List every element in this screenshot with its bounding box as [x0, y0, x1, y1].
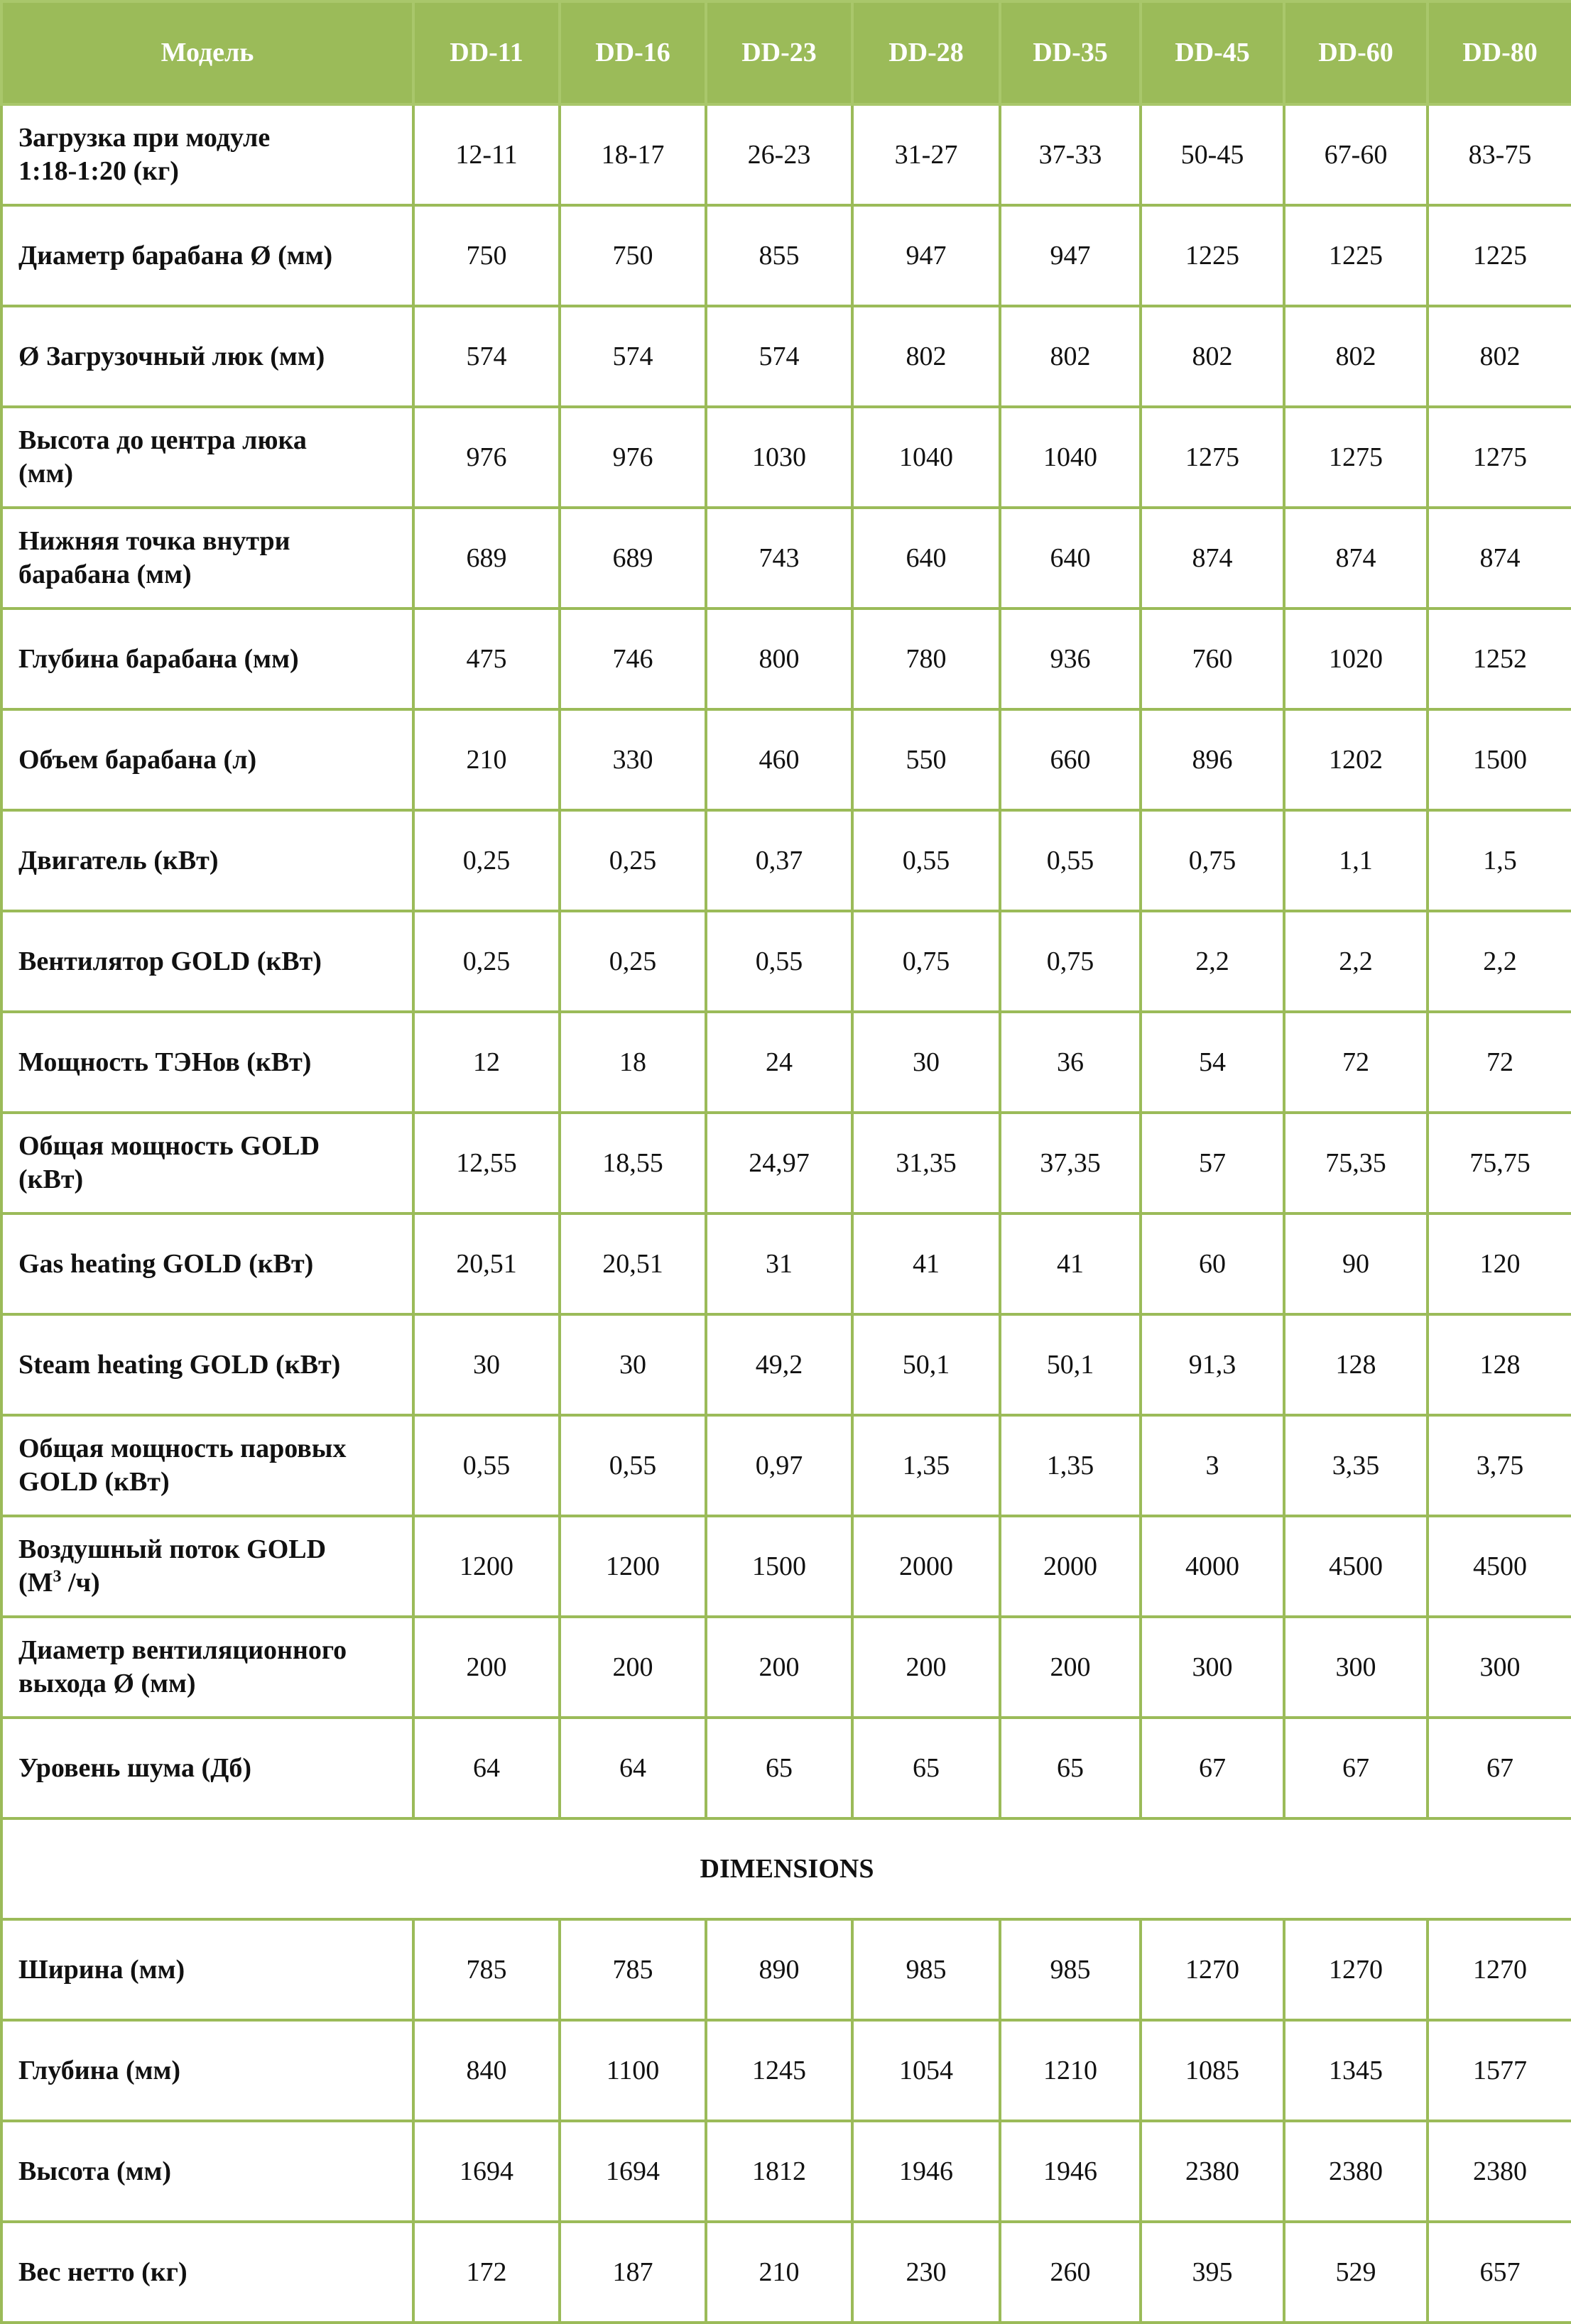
cell-value: 3 [1141, 1415, 1284, 1516]
cell-value: 12,55 [413, 1113, 560, 1213]
cell-value: 1275 [1428, 407, 1571, 508]
cell-value: 802 [1141, 306, 1284, 407]
table-row [1, 609, 1571, 709]
cell-value: 475 [413, 609, 560, 709]
cell-value: 750 [560, 205, 706, 306]
cell-value: 65 [706, 1718, 852, 1818]
cell-value: 1225 [1428, 205, 1571, 306]
cell-value: 800 [706, 609, 852, 709]
row-label [1, 1617, 413, 1718]
cell-value: 574 [413, 306, 560, 407]
row-label [1, 1516, 413, 1617]
cell-value: 260 [1000, 2222, 1141, 2323]
cell-value: 1500 [706, 1516, 852, 1617]
cell-value: 49,2 [706, 1314, 852, 1415]
cell-value: 67 [1284, 1718, 1428, 1818]
cell-value: 18,55 [560, 1113, 706, 1213]
cell-value: 2,2 [1428, 911, 1571, 1012]
cell-value: 200 [413, 1617, 560, 1718]
cell-value: 1,5 [1428, 810, 1571, 911]
row-label-line: Ширина (мм) [18, 1954, 185, 1985]
cell-value: 65 [852, 1718, 1000, 1818]
cell-value: 83-75 [1428, 104, 1571, 205]
cell-value: 976 [560, 407, 706, 508]
row-label-line: Двигатель (кВт) [18, 845, 219, 875]
cell-value: 1270 [1284, 1919, 1428, 2020]
row-label-line: (кВт) [18, 1164, 84, 1194]
cell-value: 0,55 [560, 1415, 706, 1516]
cell-value: 30 [413, 1314, 560, 1415]
row-label [1, 911, 413, 1012]
cell-value: 72 [1428, 1012, 1571, 1113]
cell-value: 1275 [1284, 407, 1428, 508]
cell-value: 746 [560, 609, 706, 709]
cell-value: 1500 [1428, 709, 1571, 810]
cell-value: 1225 [1141, 205, 1284, 306]
row-label-line: выхода Ø (мм) [18, 1669, 196, 1698]
cell-value: 64 [560, 1718, 706, 1818]
cell-value: 1270 [1428, 1919, 1571, 2020]
cell-value: 30 [560, 1314, 706, 1415]
row-label-line: Общая мощность GOLD [18, 1131, 320, 1161]
cell-value: 1270 [1141, 1919, 1284, 2020]
cell-value: 1040 [852, 407, 1000, 508]
row-label-line: Вентилятор GOLD (кВт) [18, 946, 322, 976]
cell-value: 896 [1141, 709, 1284, 810]
cell-value: 37,35 [1000, 1113, 1141, 1213]
cell-value: 780 [852, 609, 1000, 709]
cell-value: 60 [1141, 1213, 1284, 1314]
cell-value: 0,25 [413, 810, 560, 911]
section-row [1, 1818, 1571, 1919]
cell-value: 1202 [1284, 709, 1428, 810]
table-row [1, 1213, 1571, 1314]
row-label-line: (мм) [18, 459, 74, 489]
cell-value: 3,75 [1428, 1415, 1571, 1516]
row-label-line: Нижняя точка внутри [18, 526, 290, 556]
cell-value: 874 [1428, 508, 1571, 609]
row-label-line: Диаметр вентиляционного [18, 1635, 347, 1665]
header-model-dd-80: DD-80 [1428, 1, 1571, 104]
cell-value: 0,75 [1141, 810, 1284, 911]
cell-value: 660 [1000, 709, 1141, 810]
row-label-line: Объем барабана (л) [18, 744, 257, 775]
cell-value: 20,51 [560, 1213, 706, 1314]
table-row [1, 407, 1571, 508]
table-row [1, 1516, 1571, 1617]
cell-value: 67 [1141, 1718, 1284, 1818]
row-label [1, 104, 413, 205]
cell-value: 2380 [1141, 2121, 1284, 2222]
table-row [1, 508, 1571, 609]
cell-value: 936 [1000, 609, 1141, 709]
cell-value: 785 [560, 1919, 706, 2020]
cell-value: 4500 [1428, 1516, 1571, 1617]
header-model-dd-60: DD-60 [1284, 1, 1428, 104]
cell-value: 874 [1141, 508, 1284, 609]
header-label-model: Модель [1, 1, 413, 104]
cell-value: 874 [1284, 508, 1428, 609]
cell-value: 172 [413, 2222, 560, 2323]
cell-value: 30 [852, 1012, 1000, 1113]
cell-value: 31 [706, 1213, 852, 1314]
cell-value: 210 [706, 2222, 852, 2323]
row-label [1, 205, 413, 306]
cell-value: 0,97 [706, 1415, 852, 1516]
cell-value: 1100 [560, 2020, 706, 2121]
cell-value: 90 [1284, 1213, 1428, 1314]
table-header [1, 1, 1571, 104]
cell-value: 128 [1428, 1314, 1571, 1415]
cell-value: 460 [706, 709, 852, 810]
cell-value: 75,75 [1428, 1113, 1571, 1213]
row-label-line: Gas heating GOLD (кВт) [18, 1248, 314, 1279]
header-row [1, 1, 1571, 104]
cell-value: 1252 [1428, 609, 1571, 709]
header-model-dd-45: DD-45 [1141, 1, 1284, 104]
cell-value: 550 [852, 709, 1000, 810]
cell-value: 947 [852, 205, 1000, 306]
table-row [1, 306, 1571, 407]
row-label [1, 407, 413, 508]
cell-value: 230 [852, 2222, 1000, 2323]
cell-value: 890 [706, 1919, 852, 2020]
row-label [1, 1012, 413, 1113]
cell-value: 187 [560, 2222, 706, 2323]
row-label-line: Глубина (мм) [18, 2055, 181, 2085]
cell-value: 2380 [1284, 2121, 1428, 2222]
cell-value: 210 [413, 709, 560, 810]
cell-value: 689 [413, 508, 560, 609]
table-row [1, 1012, 1571, 1113]
cell-value: 4500 [1284, 1516, 1428, 1617]
row-label-line: барабана (мм) [18, 560, 192, 589]
table-row [1, 1415, 1571, 1516]
cell-value: 802 [852, 306, 1000, 407]
row-label-line: Общая мощность паровых [18, 1434, 347, 1463]
cell-value: 985 [1000, 1919, 1141, 2020]
cell-value: 802 [1000, 306, 1141, 407]
cell-value: 200 [560, 1617, 706, 1718]
cell-value: 1577 [1428, 2020, 1571, 2121]
cell-value: 67 [1428, 1718, 1571, 1818]
row-label [1, 1113, 413, 1213]
cell-value: 1200 [560, 1516, 706, 1617]
header-model-dd-11: DD-11 [413, 1, 560, 104]
cell-value: 31-27 [852, 104, 1000, 205]
cell-value: 0,75 [1000, 911, 1141, 1012]
row-label-line: 1:18-1:20 (кг) [18, 156, 179, 186]
row-label [1, 709, 413, 810]
cell-value: 26-23 [706, 104, 852, 205]
row-label-line: Вес нетто (кг) [18, 2257, 187, 2287]
row-label-line: Высота до центра люка [18, 425, 307, 455]
cell-value: 12-11 [413, 104, 560, 205]
cell-value: 1200 [413, 1516, 560, 1617]
row-label-line: Steam heating GOLD (кВт) [18, 1349, 341, 1380]
cell-value: 1225 [1284, 205, 1428, 306]
cell-value: 12 [413, 1012, 560, 1113]
table-row [1, 1919, 1571, 2020]
cell-value: 300 [1141, 1617, 1284, 1718]
cell-value: 300 [1284, 1617, 1428, 1718]
row-label-line: ($М^3$ /ч) [18, 1567, 100, 1598]
cell-value: 18-17 [560, 104, 706, 205]
cell-value: 37-33 [1000, 104, 1141, 205]
row-label [1, 306, 413, 407]
cell-value: 750 [413, 205, 560, 306]
cell-value: 0,55 [413, 1415, 560, 1516]
cell-value: 64 [413, 1718, 560, 1818]
cell-value: 1946 [852, 2121, 1000, 2222]
row-label [1, 2020, 413, 2121]
table-body [1, 104, 1571, 2323]
cell-value: 41 [1000, 1213, 1141, 1314]
cell-value: 54 [1141, 1012, 1284, 1113]
cell-value: 1345 [1284, 2020, 1428, 2121]
cell-value: 31,35 [852, 1113, 1000, 1213]
row-label [1, 2121, 413, 2222]
table-row [1, 2020, 1571, 2121]
cell-value: 1,1 [1284, 810, 1428, 911]
cell-value: 0,25 [413, 911, 560, 1012]
row-label-line: Диаметр барабана Ø (мм) [18, 240, 333, 271]
cell-value: 395 [1141, 2222, 1284, 2323]
cell-value: 57 [1141, 1113, 1284, 1213]
cell-value: 640 [1000, 508, 1141, 609]
row-label [1, 1213, 413, 1314]
cell-value: 1020 [1284, 609, 1428, 709]
header-model-dd-16: DD-16 [560, 1, 706, 104]
row-label [1, 1919, 413, 2020]
cell-value: 1245 [706, 2020, 852, 2121]
row-label [1, 1718, 413, 1818]
header-model-dd-35: DD-35 [1000, 1, 1141, 104]
cell-value: 1210 [1000, 2020, 1141, 2121]
cell-value: 947 [1000, 205, 1141, 306]
cell-value: 2000 [1000, 1516, 1141, 1617]
row-label [1, 2222, 413, 2323]
cell-value: 1085 [1141, 2020, 1284, 2121]
cell-value: 760 [1141, 609, 1284, 709]
cell-value: 3,35 [1284, 1415, 1428, 1516]
cell-value: 0,55 [706, 911, 852, 1012]
row-label [1, 1314, 413, 1415]
cell-value: 50,1 [1000, 1314, 1141, 1415]
cell-value: 50,1 [852, 1314, 1000, 1415]
row-label [1, 609, 413, 709]
cell-value: 976 [413, 407, 560, 508]
cell-value: 1054 [852, 2020, 1000, 2121]
cell-value: 743 [706, 508, 852, 609]
cell-value: 1946 [1000, 2121, 1141, 2222]
cell-value: 1030 [706, 407, 852, 508]
row-label-line: Глубина барабана (мм) [18, 643, 299, 674]
row-label [1, 1415, 413, 1516]
table-row [1, 1617, 1571, 1718]
cell-value: 24,97 [706, 1113, 852, 1213]
table-row [1, 1113, 1571, 1213]
row-label [1, 810, 413, 911]
cell-value: 2380 [1428, 2121, 1571, 2222]
cell-value: 0,37 [706, 810, 852, 911]
cell-value: 200 [852, 1617, 1000, 1718]
cell-value: 1,35 [1000, 1415, 1141, 1516]
cell-value: 20,51 [413, 1213, 560, 1314]
cell-value: 689 [560, 508, 706, 609]
header-model-dd-23: DD-23 [706, 1, 852, 104]
cell-value: 75,35 [1284, 1113, 1428, 1213]
cell-value: 0,75 [852, 911, 1000, 1012]
table-row [1, 810, 1571, 911]
cell-value: 24 [706, 1012, 852, 1113]
cell-value: 91,3 [1141, 1314, 1284, 1415]
table-row [1, 1718, 1571, 1818]
row-label-line: Загрузка при модуле [18, 123, 271, 153]
cell-value: 840 [413, 2020, 560, 2121]
cell-value: 640 [852, 508, 1000, 609]
cell-value: 0,25 [560, 810, 706, 911]
table-row [1, 2222, 1571, 2323]
table-row [1, 911, 1571, 1012]
cell-value: 785 [413, 1919, 560, 2020]
table-row [1, 104, 1571, 205]
cell-value: 1275 [1141, 407, 1284, 508]
cell-value: 574 [706, 306, 852, 407]
cell-value: 330 [560, 709, 706, 810]
cell-value: 1,35 [852, 1415, 1000, 1516]
row-label-line: Уровень шума (Дб) [18, 1752, 251, 1783]
cell-value: 1040 [1000, 407, 1141, 508]
cell-value: 0,25 [560, 911, 706, 1012]
cell-value: 120 [1428, 1213, 1571, 1314]
cell-value: 2,2 [1284, 911, 1428, 1012]
row-label-line: Воздушный поток GOLD [18, 1534, 327, 1564]
cell-value: 50-45 [1141, 104, 1284, 205]
table-row [1, 2121, 1571, 2222]
table-row [1, 709, 1571, 810]
cell-value: 72 [1284, 1012, 1428, 1113]
row-label [1, 508, 413, 609]
cell-value: 300 [1428, 1617, 1571, 1718]
cell-value: 128 [1284, 1314, 1428, 1415]
cell-value: 0,55 [852, 810, 1000, 911]
cell-value: 855 [706, 205, 852, 306]
cell-value: 657 [1428, 2222, 1571, 2323]
row-label-line: Мощность ТЭНов (кВт) [18, 1047, 312, 1077]
header-model-dd-28: DD-28 [852, 1, 1000, 104]
cell-value: 802 [1428, 306, 1571, 407]
cell-value: 1812 [706, 2121, 852, 2222]
cell-value: 802 [1284, 306, 1428, 407]
cell-value: 2000 [852, 1516, 1000, 1617]
cell-value: 65 [1000, 1718, 1141, 1818]
row-label-line: Высота (мм) [18, 2156, 172, 2186]
cell-value: 1694 [560, 2121, 706, 2222]
cell-value: 67-60 [1284, 104, 1428, 205]
cell-value: 529 [1284, 2222, 1428, 2323]
row-label-line: GOLD (кВт) [18, 1467, 170, 1497]
cell-value: 574 [560, 306, 706, 407]
cell-value: 4000 [1141, 1516, 1284, 1617]
row-label-line: Ø Загрузочный люк (мм) [18, 341, 325, 371]
cell-value: 18 [560, 1012, 706, 1113]
cell-value: 2,2 [1141, 911, 1284, 1012]
dimensions-section-title: DIMENSIONS [1, 1818, 1571, 1919]
cell-value: 0,55 [1000, 810, 1141, 911]
cell-value: 1694 [413, 2121, 560, 2222]
cell-value: 200 [1000, 1617, 1141, 1718]
cell-value: 41 [852, 1213, 1000, 1314]
table-row [1, 205, 1571, 306]
table-row [1, 1314, 1571, 1415]
cell-value: 200 [706, 1617, 852, 1718]
cell-value: 985 [852, 1919, 1000, 2020]
cell-value: 36 [1000, 1012, 1141, 1113]
